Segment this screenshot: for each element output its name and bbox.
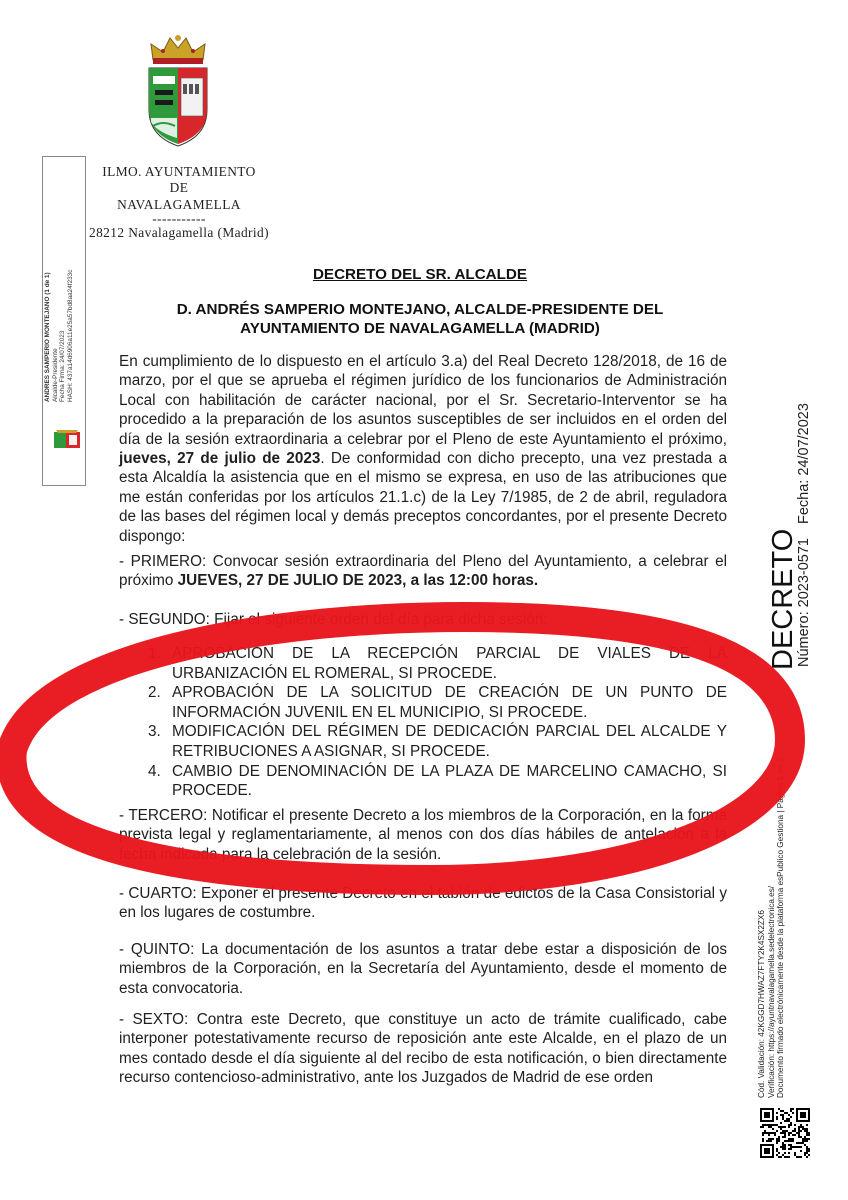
segundo-paragraph: - SEGUNDO: Fijar el siguiente orden del día para dicha sesión: xyxy=(119,611,548,628)
header-address: 28212 Navalagamella (Madrid) xyxy=(88,225,269,241)
coat-of-arms-logo xyxy=(143,32,213,150)
validation-text xyxy=(757,758,786,1098)
document-title: DECRETO DEL SR. ALCALDE xyxy=(312,266,528,283)
municipality-header xyxy=(70,164,288,242)
verification-url: Verificación: https://ayuntnavalagamella.sedelectronica.es/ xyxy=(766,885,776,1098)
intro-paragraph: En cumplimiento de lo dispuesto en el artículo 3.a) del Real Decreto 128/2018, de 16 de marzo, por el que se aprueba el régimen jurídico de los funcionarios de Administración Local con habilitación de carácter nacional, por el Sr. Secretario-Interventor se ha procedido a la preparación de los asuntos susceptibles de ser incluidos en el orden del día de la sesión extraordinaria a celebrar por el Pleno de este Ayuntamiento el próximo, jueves, 27 de julio de 2023. De conformidad con dicho precepto, una vez prestada a esta Alcaldía la asistencia que en el mismo se expresa, en uso de las atribuciones que me están conferidas por los artículos 21.1.c) de la Ley 7/1985, de 2 de abril, reguladora de las bases del régimen local y demás preceptos concordantes, por el presente Decreto dispongo: xyxy=(119,353,728,545)
agenda-item: 3. MODIFICACIÓN DEL RÉGIMEN DE DEDICACIÓN PARCIAL DEL ALCALDE Y RETRIBUCIONES A ASIGNAR, SI PROCEDE. xyxy=(148,723,727,760)
header-separator: ----------- xyxy=(152,211,206,227)
document-subtitle xyxy=(110,300,730,338)
signed-platform: Documento firmado electrónicamente desde la plataforma esPublico Gestiona | Página 1 de 2 xyxy=(776,757,786,1098)
signature-text xyxy=(44,142,74,402)
agenda-list xyxy=(134,644,727,801)
quinto-paragraph: - QUINTO: La documentación de los asuntos a tratar debe estar a disposición de los miembros de la Corporación, en la Secretaría del Ayuntamiento, desde el momento de esta convocatoria. xyxy=(119,941,727,997)
subtitle-line-2: AYUNTAMIENTO DE NAVALAGAMELLA (MADRID) xyxy=(240,320,600,337)
tercero-paragraph: - TERCERO: Notificar el presente Decreto a los miembros de la Corporación, en la forma prevista legal y reglamentariamente, al menos con dos días hábiles de antelación a la fecha indicada para la celebración de la sesión. xyxy=(119,807,727,863)
agenda-item: 4. CAMBIO DE DENOMINACIÓN DE LA PLAZA DE MARCELINO CAMACHO, SI PROCEDE. xyxy=(148,762,727,800)
primero-paragraph: - PRIMERO: Convocar sesión extraordinaria del Pleno del Ayuntamiento, a celebrar el próximo JUEVES, 27 DE JULIO DE 2023, a las 12:00 horas. xyxy=(119,553,727,590)
header-line-2: DE xyxy=(169,180,189,196)
signer-role: Alcalde-Presidente xyxy=(51,348,59,402)
header-line-3: NAVALAGAMELLA xyxy=(117,196,241,212)
session-date: jueves, 27 de julio de 2023 xyxy=(119,450,321,468)
qr-code-icon xyxy=(760,1108,810,1158)
sexto-paragraph: - SEXTO: Contra este Decreto, que constituye un acto de trámite cualificado, cabe interponer potestativamente recurso de reposición ante este Alcalde, en el plazo de un mes contado desde el día siguiente al del recibo de esta notificación, o bien directamente recurso contencioso-administrativo, ante los Juzgados de Madrid de ese orden xyxy=(119,1011,727,1087)
signature-date: Fecha Firma: 24/07/2023 xyxy=(59,330,67,402)
decreto-stamp: DECRETO xyxy=(767,528,799,670)
signature-hash: HASH: 437a14d6906a11e25a57bd8aa24f233c xyxy=(66,269,74,402)
header-line-1: ILMO. AYUNTAMIENTO xyxy=(102,164,256,179)
validation-code: Cód. Validación: 42KGGD7HWAZ7FTY2K4SX2ZX6 xyxy=(757,910,766,1098)
agenda-item: 2. APROBACIÓN DE LA SOLICITUD DE CREACIÓN DE UN PUNTO DE INFORMACIÓN JUVENIL EN EL MUNICIPIO, SI PROCEDE. xyxy=(148,684,727,721)
decreto-number: Número: 2023-0571 xyxy=(796,538,812,667)
cuarto-paragraph: - CUARTO: Exponer el presente Decreto en el tablón de edictos de la Casa Consistorial y en los lugares de costumbre. xyxy=(119,885,727,922)
subtitle-line-1: D. ANDRÉS SAMPERIO MONTEJANO, ALCALDE-PRESIDENTE DEL xyxy=(176,301,664,318)
decreto-number-date xyxy=(796,403,812,667)
decreto-date: Fecha: 24/07/2023 xyxy=(796,403,812,525)
signer-name: ANDRES SAMPERIO MONTEJANO (1 de 1) xyxy=(44,272,51,402)
agenda-item: 1. APROBACIÓN DE LA RECEPCIÓN PARCIAL DE VIALES DE LA URBANIZACIÓN EL ROMERAL, SI PROCEDE. xyxy=(148,645,727,682)
session-datetime: JUEVES, 27 DE JULIO DE 2023, a las 12:00 horas. xyxy=(177,572,539,590)
mini-crest-icon xyxy=(52,428,82,452)
